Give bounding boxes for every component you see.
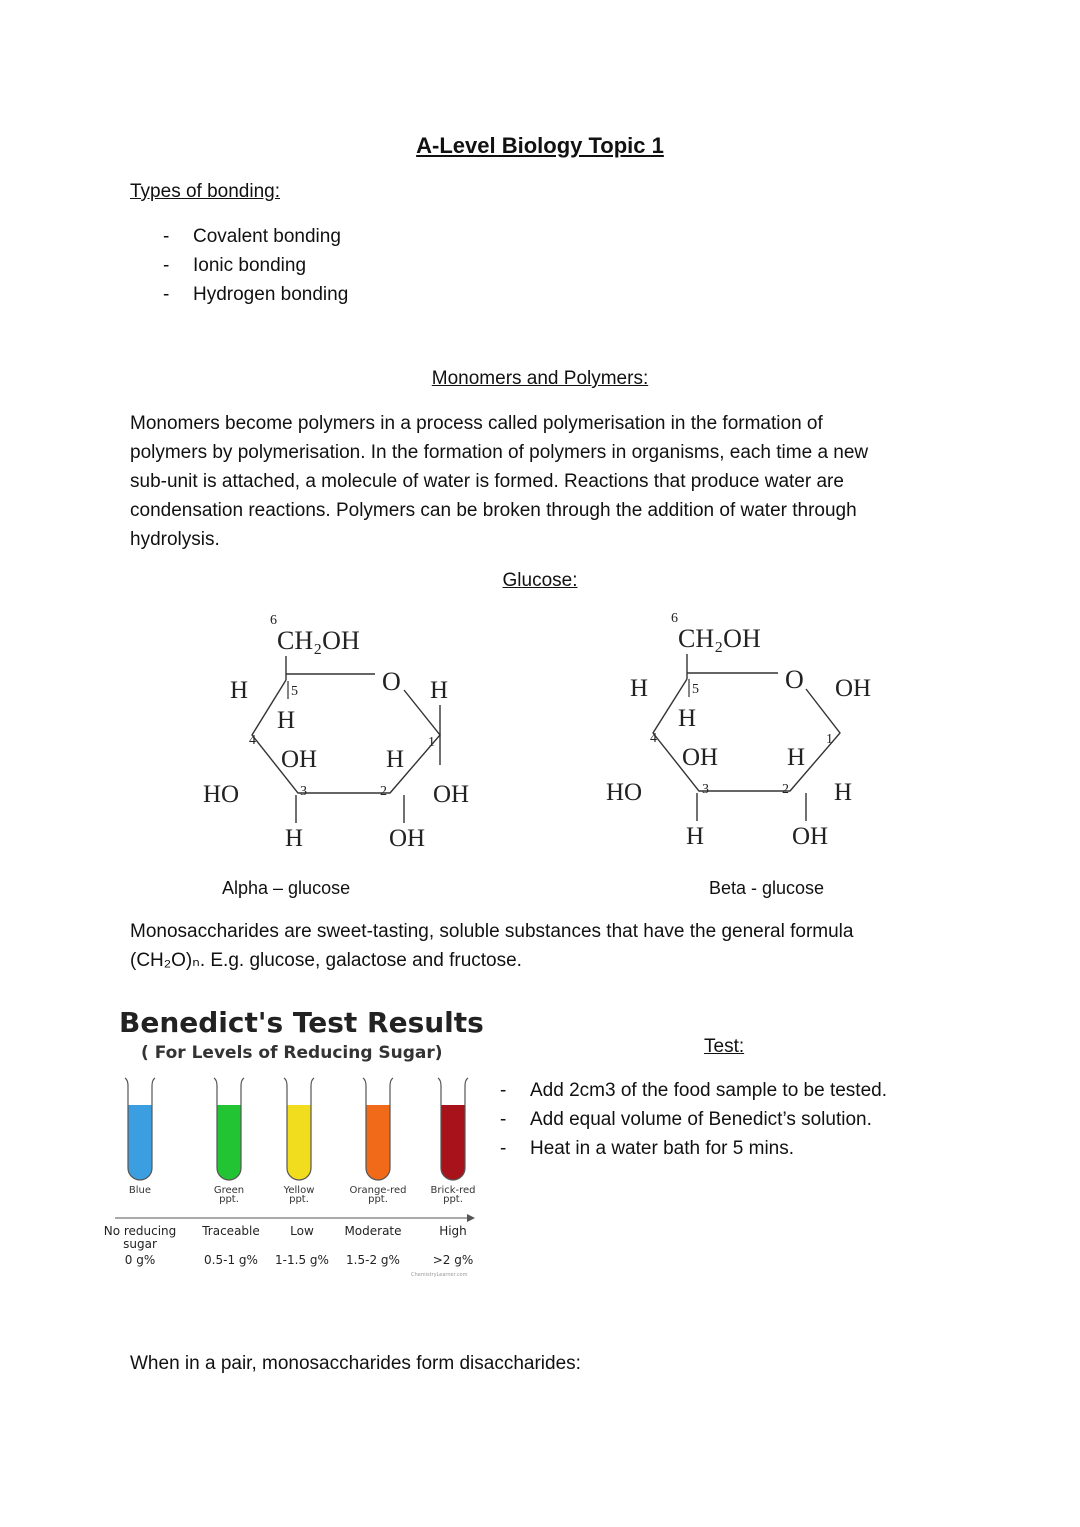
test-heading: Test: <box>704 1036 745 1057</box>
test-steps-list <box>500 1076 887 1163</box>
carbon-number-2: 2 <box>782 782 789 797</box>
tube-color-label: Brick-red <box>430 1185 476 1196</box>
glucose-heading: Glucose: <box>502 570 578 591</box>
oh-label: OH <box>281 746 318 773</box>
tube-amount-label: 0 g% <box>124 1253 156 1267</box>
h-label: H <box>386 746 405 773</box>
tube-color-label: Orange-red <box>349 1185 407 1196</box>
carbon-number-4: 4 <box>650 731 657 746</box>
monomers-line: condensation reactions. Polymers can be broken through the addition of water through <box>130 500 857 521</box>
test-tube <box>363 1078 393 1180</box>
carbon-number-6: 6 <box>671 611 678 626</box>
tube-color-label: Green <box>213 1185 245 1196</box>
disaccharides-line: When in a pair, monosaccharides form disaccharides: <box>130 1353 581 1374</box>
monosaccharides-line: (CH₂O)ₙ. E.g. glucose, galactose and fructose. <box>130 950 522 971</box>
alpha-glucose-caption: Alpha – glucose <box>222 878 351 898</box>
ho-label: HO <box>606 779 643 806</box>
ch2oh-label: CH₂OH <box>678 624 761 653</box>
tube-labels <box>104 1185 476 1267</box>
tube-level-label: No reducing <box>103 1224 177 1238</box>
tube-amount-label: >2 g% <box>432 1253 474 1267</box>
tube-liquid <box>441 1105 465 1180</box>
h-label: H <box>230 677 249 704</box>
benedicts-subtitle: ( For Levels of Reducing Sugar) <box>141 1043 443 1063</box>
carbon-number-2: 2 <box>380 784 387 799</box>
h-label: H <box>630 675 649 702</box>
h-label: H <box>430 677 449 704</box>
monomers-line: Monomers become polymers in a process called polymerisation in the formation of <box>130 413 823 434</box>
bonding-heading: Types of bonding: <box>130 181 280 202</box>
carbon-number-4: 4 <box>249 733 256 748</box>
tube-level-label: High <box>439 1224 467 1238</box>
beta-glucose-caption: Beta - glucose <box>709 878 825 898</box>
h-label: H <box>834 779 853 806</box>
tube-color-label: ppt. <box>368 1194 388 1205</box>
tube-amount-label: 0.5-1 g% <box>204 1253 258 1267</box>
tube-amount-label: 1-1.5 g% <box>275 1253 329 1267</box>
glucose-structures-diagram <box>0 595 1080 905</box>
tube-level-label: Moderate <box>344 1224 402 1238</box>
bonding-item-hydrogen: - Hydrogen bonding <box>163 280 348 309</box>
beta-glucose-structure <box>606 611 871 898</box>
oh-label: OH <box>389 825 426 852</box>
tube-liquid <box>287 1105 311 1180</box>
h-label: H <box>787 744 806 771</box>
h-label: H <box>285 825 304 852</box>
tube-color-label: Blue <box>128 1185 152 1196</box>
test-step: - Heat in a water bath for 5 mins. <box>500 1134 887 1163</box>
tube-level-label: sugar <box>123 1237 157 1251</box>
h-label: H <box>277 707 296 734</box>
bonding-item-ionic: - Ionic bonding <box>163 251 348 280</box>
tube-level-label: Traceable <box>202 1224 260 1238</box>
carbon-number-5: 5 <box>692 682 699 697</box>
benedicts-title: Benedict's Test Results <box>119 1006 484 1039</box>
tube-amount-label: 1.5-2 g% <box>346 1253 400 1267</box>
carbon-number-1: 1 <box>826 732 833 747</box>
carbon-number-1: 1 <box>428 735 435 750</box>
carbon-number-5: 5 <box>291 684 298 699</box>
bonding-item-covalent: - Covalent bonding <box>163 222 348 251</box>
monomers-line: hydrolysis. <box>130 529 220 550</box>
page-title: A-Level Biology Topic 1 <box>416 133 664 158</box>
tube-color-label: ppt. <box>443 1194 463 1205</box>
h-label: H <box>686 823 705 850</box>
ho-label: HO <box>203 781 240 808</box>
test-step: - Add equal volume of Benedict’s solution. <box>500 1105 887 1134</box>
carbon-number-6: 6 <box>270 613 277 628</box>
tube-color-label: ppt. <box>219 1194 239 1205</box>
carbon-number-3: 3 <box>702 782 709 797</box>
ch2oh-label: CH₂OH <box>277 626 360 655</box>
tube-color-label: ppt. <box>289 1194 309 1205</box>
oh-label: OH <box>792 823 829 850</box>
monomers-line: polymers by polymerisation. In the formation of polymers in organisms, each time a new <box>130 442 869 463</box>
monomers-paragraph <box>130 409 930 554</box>
oh-label: OH <box>433 781 470 808</box>
test-tube <box>438 1078 468 1180</box>
monosaccharides-line: Monosaccharides are sweet-tasting, soluble substances that have the general formula <box>130 921 854 942</box>
ring-oxygen-label: O <box>785 665 804 694</box>
tube-liquid <box>366 1105 390 1180</box>
alpha-glucose-structure <box>203 613 469 898</box>
watermark-text: ChemistryLearner.com <box>411 1272 468 1278</box>
test-step: - Add 2cm3 of the food sample to be tested. <box>500 1076 887 1105</box>
test-tube <box>284 1078 314 1180</box>
tube-liquid <box>217 1105 241 1180</box>
oh-label: OH <box>835 675 872 702</box>
test-tubes <box>125 1078 468 1180</box>
tube-level-label: Low <box>290 1224 314 1238</box>
tube-liquid <box>128 1105 152 1180</box>
test-tube <box>214 1078 244 1180</box>
test-tube <box>125 1078 155 1180</box>
monomers-heading: Monomers and Polymers: <box>431 368 649 389</box>
benedicts-test-figure <box>95 1000 490 1285</box>
tube-color-label: Yellow <box>283 1185 315 1196</box>
bonding-list <box>163 222 348 309</box>
h-label: H <box>678 705 697 732</box>
monomers-line: sub-unit is attached, a molecule of water is formed. Reactions that produce water are <box>130 471 844 492</box>
oh-label: OH <box>682 744 719 771</box>
ring-oxygen-label: O <box>382 667 401 696</box>
carbon-number-3: 3 <box>300 784 307 799</box>
monosaccharides-paragraph <box>130 917 930 975</box>
